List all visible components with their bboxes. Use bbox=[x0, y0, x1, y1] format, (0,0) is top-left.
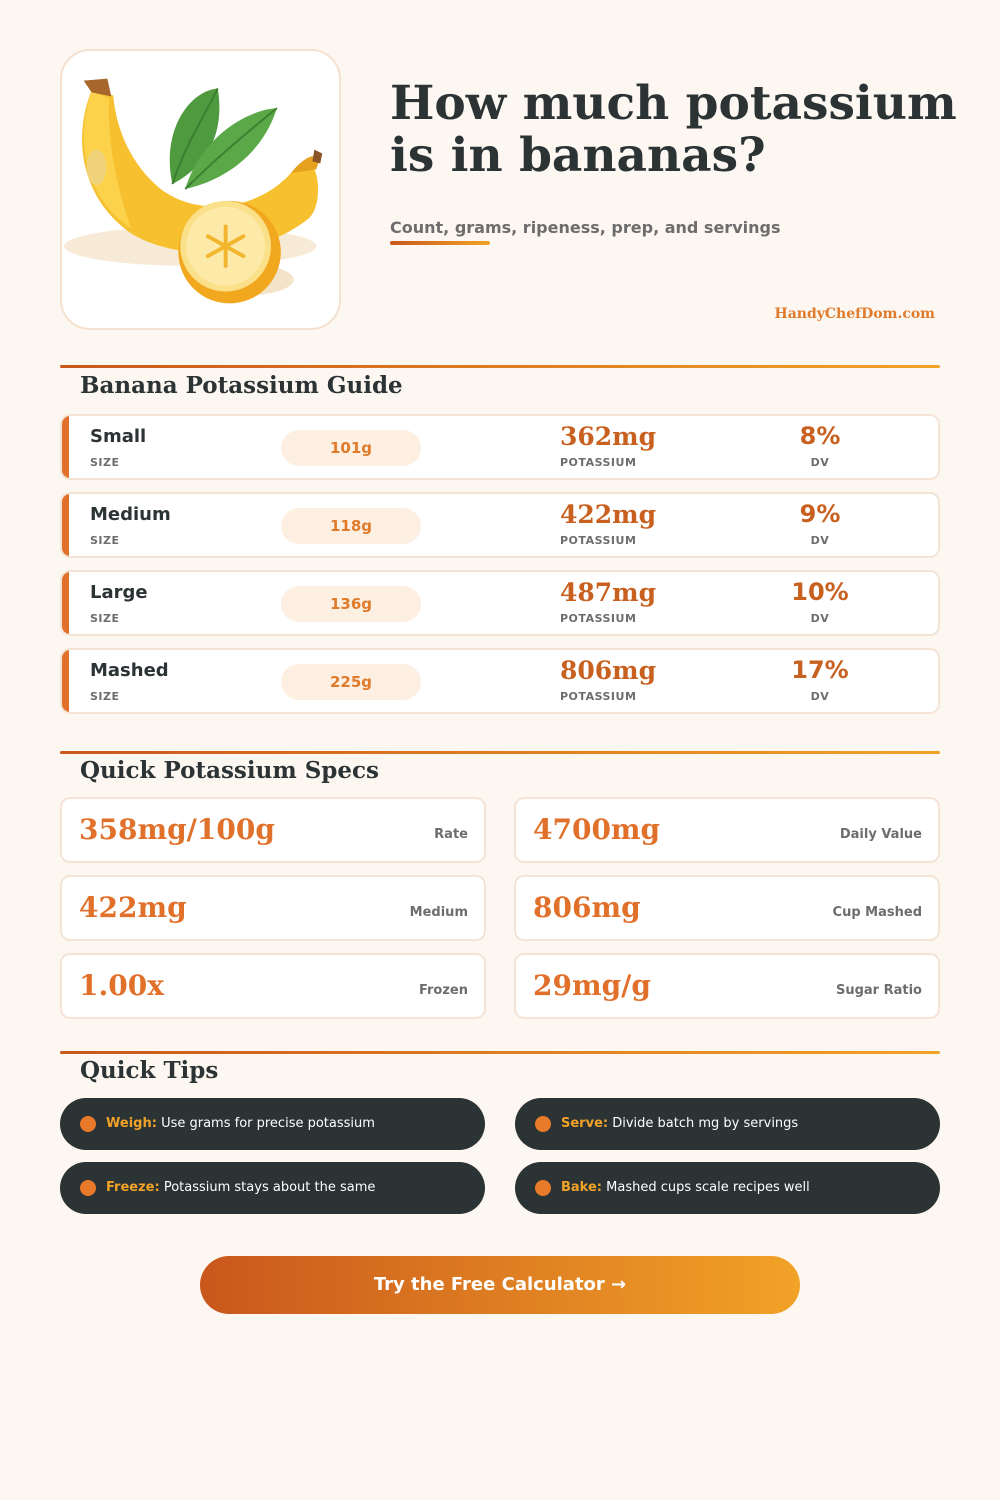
specs-section-title: Quick Potassium Specs bbox=[80, 757, 379, 784]
section-divider bbox=[60, 365, 940, 368]
tip-key: Bake: bbox=[561, 1180, 602, 1195]
potassium-label: POTASSIUM bbox=[560, 690, 637, 703]
section-divider bbox=[60, 751, 940, 754]
dv-value: 9% bbox=[799, 500, 841, 528]
spec-label: Daily Value bbox=[839, 827, 922, 842]
row-accent-bar bbox=[62, 572, 69, 634]
guide-section-title: Banana Potassium Guide bbox=[80, 372, 403, 399]
tip-pill bbox=[60, 1162, 485, 1214]
size-label: SIZE bbox=[90, 690, 120, 703]
spec-value: 358mg/100g bbox=[79, 813, 275, 846]
dv-value: 17% bbox=[791, 656, 849, 684]
spec-value: 4700mg bbox=[533, 813, 661, 846]
grams-badge: 118g bbox=[281, 508, 421, 544]
bullet-dot-icon bbox=[80, 1116, 96, 1132]
potassium-value: 422mg bbox=[560, 500, 657, 529]
row-size-name: Small bbox=[90, 426, 147, 447]
table-row bbox=[60, 414, 940, 480]
dv-value: 10% bbox=[791, 578, 849, 606]
dv-label: DV bbox=[810, 612, 830, 625]
hero-image bbox=[60, 49, 341, 330]
subtitle-underline bbox=[390, 241, 490, 245]
spec-label: Rate bbox=[434, 827, 468, 842]
page-title: How much potassium is in bananas? bbox=[390, 76, 957, 183]
row-accent-bar bbox=[62, 494, 69, 556]
table-row bbox=[60, 648, 940, 714]
size-label: SIZE bbox=[90, 534, 120, 547]
brand-link[interactable]: HandyChefDom.com bbox=[774, 306, 935, 322]
tip-pill bbox=[515, 1098, 940, 1150]
row-size-name: Large bbox=[90, 582, 148, 603]
tips-section-title: Quick Tips bbox=[80, 1057, 219, 1084]
dv-label: DV bbox=[810, 690, 830, 703]
spec-value: 806mg bbox=[533, 891, 641, 924]
row-size-name: Medium bbox=[90, 504, 171, 525]
spec-card bbox=[60, 953, 486, 1019]
tip-key: Freeze: bbox=[106, 1180, 160, 1195]
dv-label: DV bbox=[810, 456, 830, 469]
grams-badge: 136g bbox=[281, 586, 421, 622]
row-accent-bar bbox=[62, 650, 69, 712]
spec-label: Sugar Ratio bbox=[835, 983, 922, 998]
section-divider bbox=[60, 1051, 940, 1054]
banana-illustration-icon bbox=[62, 51, 339, 328]
potassium-label: POTASSIUM bbox=[560, 534, 637, 547]
row-accent-bar bbox=[62, 416, 69, 478]
tip-key: Serve: bbox=[561, 1116, 609, 1131]
page-subtitle: Count, grams, ripeness, prep, and servings bbox=[390, 218, 781, 237]
table-row bbox=[60, 570, 940, 636]
spec-card bbox=[514, 953, 940, 1019]
spec-label: Medium bbox=[409, 905, 468, 920]
spec-card bbox=[514, 875, 940, 941]
bullet-dot-icon bbox=[535, 1180, 551, 1196]
table-row bbox=[60, 492, 940, 558]
potassium-label: POTASSIUM bbox=[560, 612, 637, 625]
tip-text: Use grams for precise potassium bbox=[161, 1116, 375, 1131]
tip-text: Divide batch mg by servings bbox=[612, 1116, 799, 1131]
size-label: SIZE bbox=[90, 456, 120, 469]
spec-value: 1.00x bbox=[79, 969, 164, 1002]
tip-text: Potassium stays about the same bbox=[163, 1180, 376, 1195]
spec-label: Cup Mashed bbox=[832, 905, 922, 920]
tip-pill bbox=[60, 1098, 485, 1150]
bullet-dot-icon bbox=[80, 1180, 96, 1196]
potassium-value: 806mg bbox=[560, 656, 657, 685]
tip-key: Weigh: bbox=[106, 1116, 157, 1131]
tip-text: Mashed cups scale recipes well bbox=[606, 1180, 810, 1195]
potassium-label: POTASSIUM bbox=[560, 456, 637, 469]
spec-card bbox=[60, 797, 486, 863]
potassium-value: 487mg bbox=[560, 578, 657, 607]
spec-label: Frozen bbox=[418, 983, 468, 998]
calculator-cta-button[interactable]: Try the Free Calculator → bbox=[200, 1256, 800, 1314]
dv-label: DV bbox=[810, 534, 830, 547]
tip-pill bbox=[515, 1162, 940, 1214]
row-size-name: Mashed bbox=[90, 660, 169, 681]
bullet-dot-icon bbox=[535, 1116, 551, 1132]
grams-badge: 225g bbox=[281, 664, 421, 700]
size-label: SIZE bbox=[90, 612, 120, 625]
spec-card bbox=[514, 797, 940, 863]
dv-value: 8% bbox=[799, 422, 841, 450]
spec-card bbox=[60, 875, 486, 941]
grams-badge: 101g bbox=[281, 430, 421, 466]
spec-value: 29mg/g bbox=[533, 969, 651, 1002]
potassium-value: 362mg bbox=[560, 422, 657, 451]
spec-value: 422mg bbox=[79, 891, 187, 924]
